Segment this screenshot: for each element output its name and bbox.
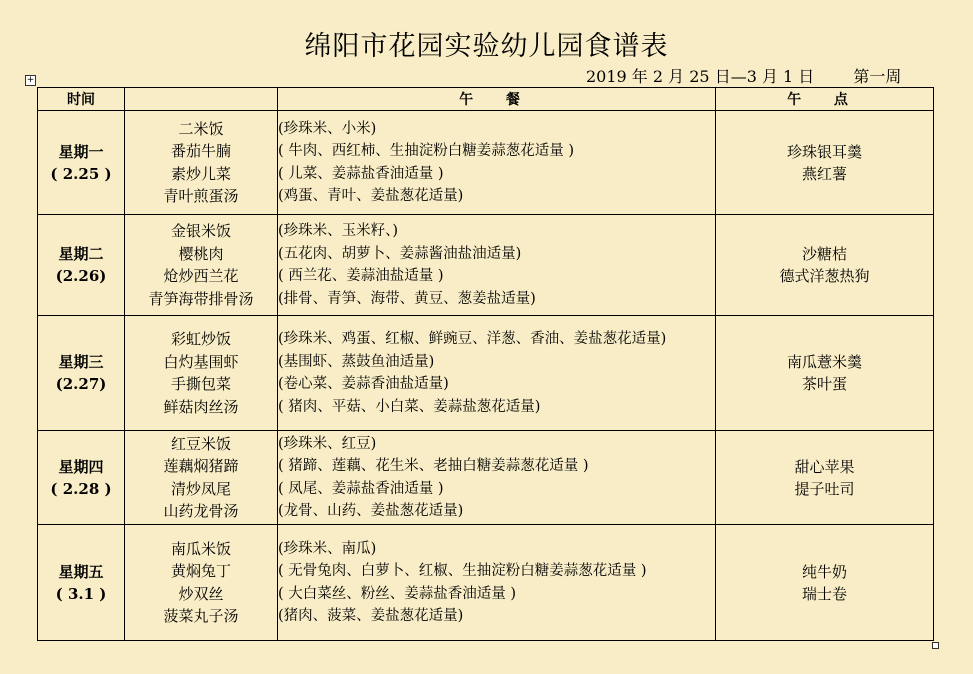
snack-item: 瑞士卷 — [801, 584, 847, 603]
ingredient-item: (五花肉、胡萝卜、姜蒜酱油盐油适量) — [278, 245, 522, 262]
table-row — [38, 111, 934, 215]
ingredients-cell — [278, 215, 716, 316]
day-date: ( 2.25 ) — [50, 164, 112, 183]
ingredient-item: ( 猪肉、平菇、小白菜、姜蒜盐葱花适量) — [278, 398, 541, 415]
dishes-cell — [125, 111, 278, 215]
snack-item: 德式洋葱热狗 — [779, 267, 870, 285]
dish-item: 二米饭 — [178, 119, 224, 138]
ingredient-item: ( 大白菜丝、粉丝、姜蒜盐香油适量 ) — [278, 585, 517, 602]
dish-item: 青叶煎蛋汤 — [163, 187, 239, 205]
dish-item: 素炒儿菜 — [170, 164, 231, 183]
dish-item: 青笋海带排骨汤 — [148, 289, 254, 308]
ingredient-item: ( 无骨兔肉、白萝卜、红椒、生抽淀粉白糖姜蒜葱花适量 ) — [278, 563, 647, 579]
dish-item: 金银米饭 — [170, 222, 231, 240]
day-cell — [38, 215, 125, 316]
snack-item: 燕红薯 — [801, 164, 847, 183]
dish-item: 番茄牛腩 — [170, 142, 231, 160]
day-date: ( 2.28 ) — [50, 479, 112, 498]
day-cell — [38, 431, 125, 525]
day-name: 星期一 — [58, 142, 104, 161]
day-date: (2.26) — [55, 267, 107, 285]
snack-item: 珍珠银耳羹 — [786, 142, 862, 161]
day-cell — [38, 525, 125, 641]
snack-item: 沙糖桔 — [801, 245, 847, 263]
week-date-line — [586, 64, 901, 87]
day-cell — [38, 111, 125, 215]
dish-item: 清炒凤尾 — [170, 479, 231, 498]
header-blank — [125, 88, 278, 111]
table-row — [38, 431, 934, 525]
dish-item: 彩虹炒饭 — [170, 330, 231, 348]
snack-cell — [716, 111, 934, 215]
ingredients-cell — [278, 525, 716, 641]
day-cell — [38, 316, 125, 431]
ingredient-item: (猪肉、菠菜、姜盐葱花适量) — [278, 608, 464, 624]
snack-cell — [716, 215, 934, 316]
ingredient-item: (排骨、青笋、海带、黄豆、葱姜盐适量) — [278, 290, 536, 307]
move-anchor-icon[interactable]: + — [26, 75, 35, 85]
snack-cell — [716, 431, 934, 525]
day-name: 星期三 — [58, 353, 104, 371]
ingredients-cell — [278, 111, 716, 215]
dish-item: 菠菜丸子汤 — [163, 607, 239, 625]
snack-cell — [716, 525, 934, 641]
dish-item: 炝炒西兰花 — [163, 267, 239, 285]
date-range: 2019 年 2 月 25 日—3 月 1 日 — [586, 67, 815, 86]
page-title: 绵阳市花园实验幼儿园食谱表 — [304, 31, 669, 62]
snack-item: 南瓜薏米羹 — [786, 353, 862, 371]
snack-item: 甜心苹果 — [794, 457, 855, 476]
dish-item: 黄焖兔丁 — [170, 562, 231, 580]
snack-item: 提子吐司 — [794, 479, 855, 498]
ingredient-item: (珍珠米、玉米籽、) — [278, 223, 399, 239]
table-row — [38, 316, 934, 431]
ingredient-item: (鸡蛋、青叶、姜盐葱花适量) — [278, 188, 464, 204]
dish-item: 白灼基围虾 — [163, 352, 239, 371]
day-date: ( 3.1 ) — [55, 584, 107, 603]
ingredient-item: (龙骨、山药、姜盐葱花适量) — [278, 503, 464, 519]
menu-table — [37, 87, 934, 641]
dish-item: 莲藕焖猪蹄 — [163, 457, 239, 475]
dishes-cell — [125, 316, 278, 431]
day-name: 星期二 — [58, 245, 104, 263]
ingredient-item: (基围虾、蒸鼓鱼油适量) — [278, 353, 435, 370]
table-row — [38, 215, 934, 316]
dish-item: 红豆米饭 — [170, 434, 231, 453]
ingredient-item: (珍珠米、南瓜) — [278, 540, 377, 557]
ingredient-item: (珍珠米、红豆) — [278, 435, 377, 452]
day-name: 星期四 — [58, 457, 104, 476]
snack-item: 纯牛奶 — [801, 562, 847, 581]
ingredients-cell — [278, 431, 716, 525]
header-row — [38, 88, 934, 111]
ingredient-item: (珍珠米、小米) — [278, 120, 377, 137]
table-row — [38, 525, 934, 641]
ingredient-item: ( 牛肉、西红柿、生抽淀粉白糖姜蒜葱花适量 ) — [278, 143, 575, 159]
resize-handle-icon[interactable] — [932, 642, 939, 649]
header-snack: 午 点 — [716, 88, 934, 111]
dishes-cell — [125, 431, 278, 525]
ingredient-item: (卷心菜、姜蒜香油盐适量) — [278, 376, 449, 392]
ingredient-item: ( 猪蹄、莲藕、花生米、老抽白糖姜蒜葱花适量 ) — [278, 458, 589, 474]
dish-item: 鲜菇肉丝汤 — [163, 397, 239, 416]
ingredient-item: ( 儿菜、姜蒜盐香油适量 ) — [278, 165, 444, 182]
dish-item: 南瓜米饭 — [170, 539, 231, 558]
dish-item: 樱桃肉 — [178, 244, 224, 263]
dishes-cell — [125, 525, 278, 641]
day-date: (2.27) — [55, 375, 107, 393]
ingredient-item: ( 凤尾、姜蒜盐香油适量 ) — [278, 480, 444, 497]
dishes-cell — [125, 215, 278, 316]
week-label: 第一周 — [853, 67, 902, 86]
header-time: 时间 — [38, 88, 125, 111]
dish-item: 炒双丝 — [178, 584, 224, 603]
ingredient-item: ( 西兰花、姜蒜油盐适量 ) — [278, 268, 444, 284]
ingredient-item: (珍珠米、鸡蛋、红椒、鲜豌豆、洋葱、香油、姜盐葱花适量) — [278, 331, 667, 347]
day-name: 星期五 — [58, 562, 104, 581]
header-lunch: 午 餐 — [278, 88, 716, 111]
dish-item: 手撕包菜 — [170, 375, 231, 393]
ingredients-cell — [278, 316, 716, 431]
snack-cell — [716, 316, 934, 431]
snack-item: 茶叶蛋 — [801, 375, 847, 393]
dish-item: 山药龙骨汤 — [163, 502, 239, 520]
